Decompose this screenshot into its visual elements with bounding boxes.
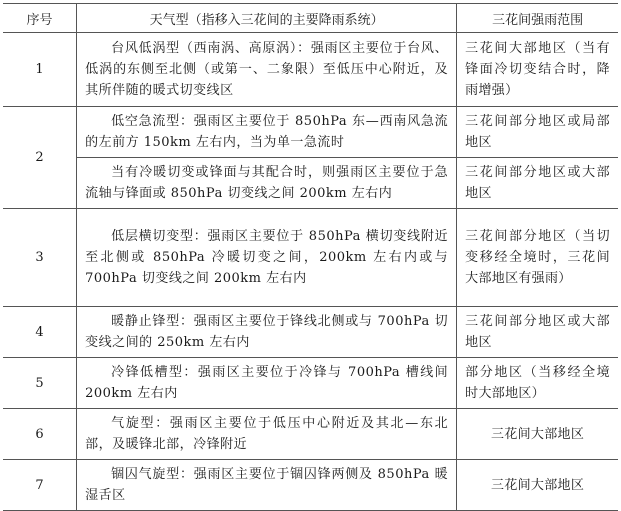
row-weather-type: 暖静止锋型：强雨区主要位于锋线北侧或与 700hPa 切变线之间的 250km 左右内: [77, 307, 457, 358]
table-row: [3, 209, 618, 307]
weather-type-table: [3, 3, 618, 511]
row-seq: 6: [3, 409, 77, 460]
row-weather-type: 低空急流型：强雨区主要位于 850hPa 东—西南风急流的左前方 150km 左右内，当为单一急流时: [77, 107, 457, 158]
row-seq: 7: [3, 460, 77, 511]
row-rain-scope: 三花间大部地区: [457, 409, 618, 460]
row-rain-scope: 三花间大部地区: [457, 460, 618, 511]
header-rain-scope: 三花间强雨范围: [457, 4, 618, 33]
row-seq: 2: [3, 107, 77, 209]
row-rain-scope: 三花间部分地区或局部地区: [457, 107, 618, 158]
row-weather-type: 低层横切变型：强雨区主要位于 850hPa 横切变线附近至北侧或 850hPa 冷暖切变之间，200km 左右内或与 700hPa 切变线之间 200km 左右内: [77, 209, 457, 307]
row-seq: 3: [3, 209, 77, 307]
row-rain-scope: 三花间部分地区或大部地区: [457, 307, 618, 358]
row-seq: 1: [3, 33, 77, 107]
table-row: [3, 33, 618, 107]
table-row: [3, 409, 618, 460]
table-row: [3, 358, 618, 409]
table-row: [3, 107, 618, 158]
row-weather-type: 锢囚气旋型：强雨区主要位于锢囚锋两侧及 850hPa 暖湿舌区: [77, 460, 457, 511]
row-seq: 5: [3, 358, 77, 409]
row-weather-type: 当有冷暖切变或锋面与其配合时，则强雨区主要位于急流轴与锋面或 850hPa 切变线之间 200km 左右内: [77, 158, 457, 209]
table-header-row: [3, 4, 618, 33]
table-row: [3, 158, 618, 209]
row-rain-scope: 三花间大部地区（当有锋面冷切变结合时，降雨增强）: [457, 33, 618, 107]
row-seq: 4: [3, 307, 77, 358]
row-rain-scope: 三花间部分地区（当切变移经全境时，三花间大部地区有强雨）: [457, 209, 618, 307]
row-weather-type: 台风低涡型（西南涡、高原涡）：强雨区主要位于台风、低涡的东侧至北侧（或第一、二象限）至低压中心附近，及其所伴随的暖式切变线区: [77, 33, 457, 107]
header-weather-type: 天气型（指移入三花间的主要降雨系统）: [77, 4, 457, 33]
header-seq: 序号: [3, 4, 77, 33]
row-rain-scope: 三花间部分地区或大部地区: [457, 158, 618, 209]
row-weather-type: 气旋型：强雨区主要位于低压中心附近及其北—东北部，及暖锋北部，冷锋附近: [77, 409, 457, 460]
table-row: [3, 460, 618, 511]
row-weather-type: 冷锋低槽型：强雨区主要位于冷锋与 700hPa 槽线间 200km 左右内: [77, 358, 457, 409]
row-rain-scope: 部分地区（当移经全境时大部地区）: [457, 358, 618, 409]
table-row: [3, 307, 618, 358]
